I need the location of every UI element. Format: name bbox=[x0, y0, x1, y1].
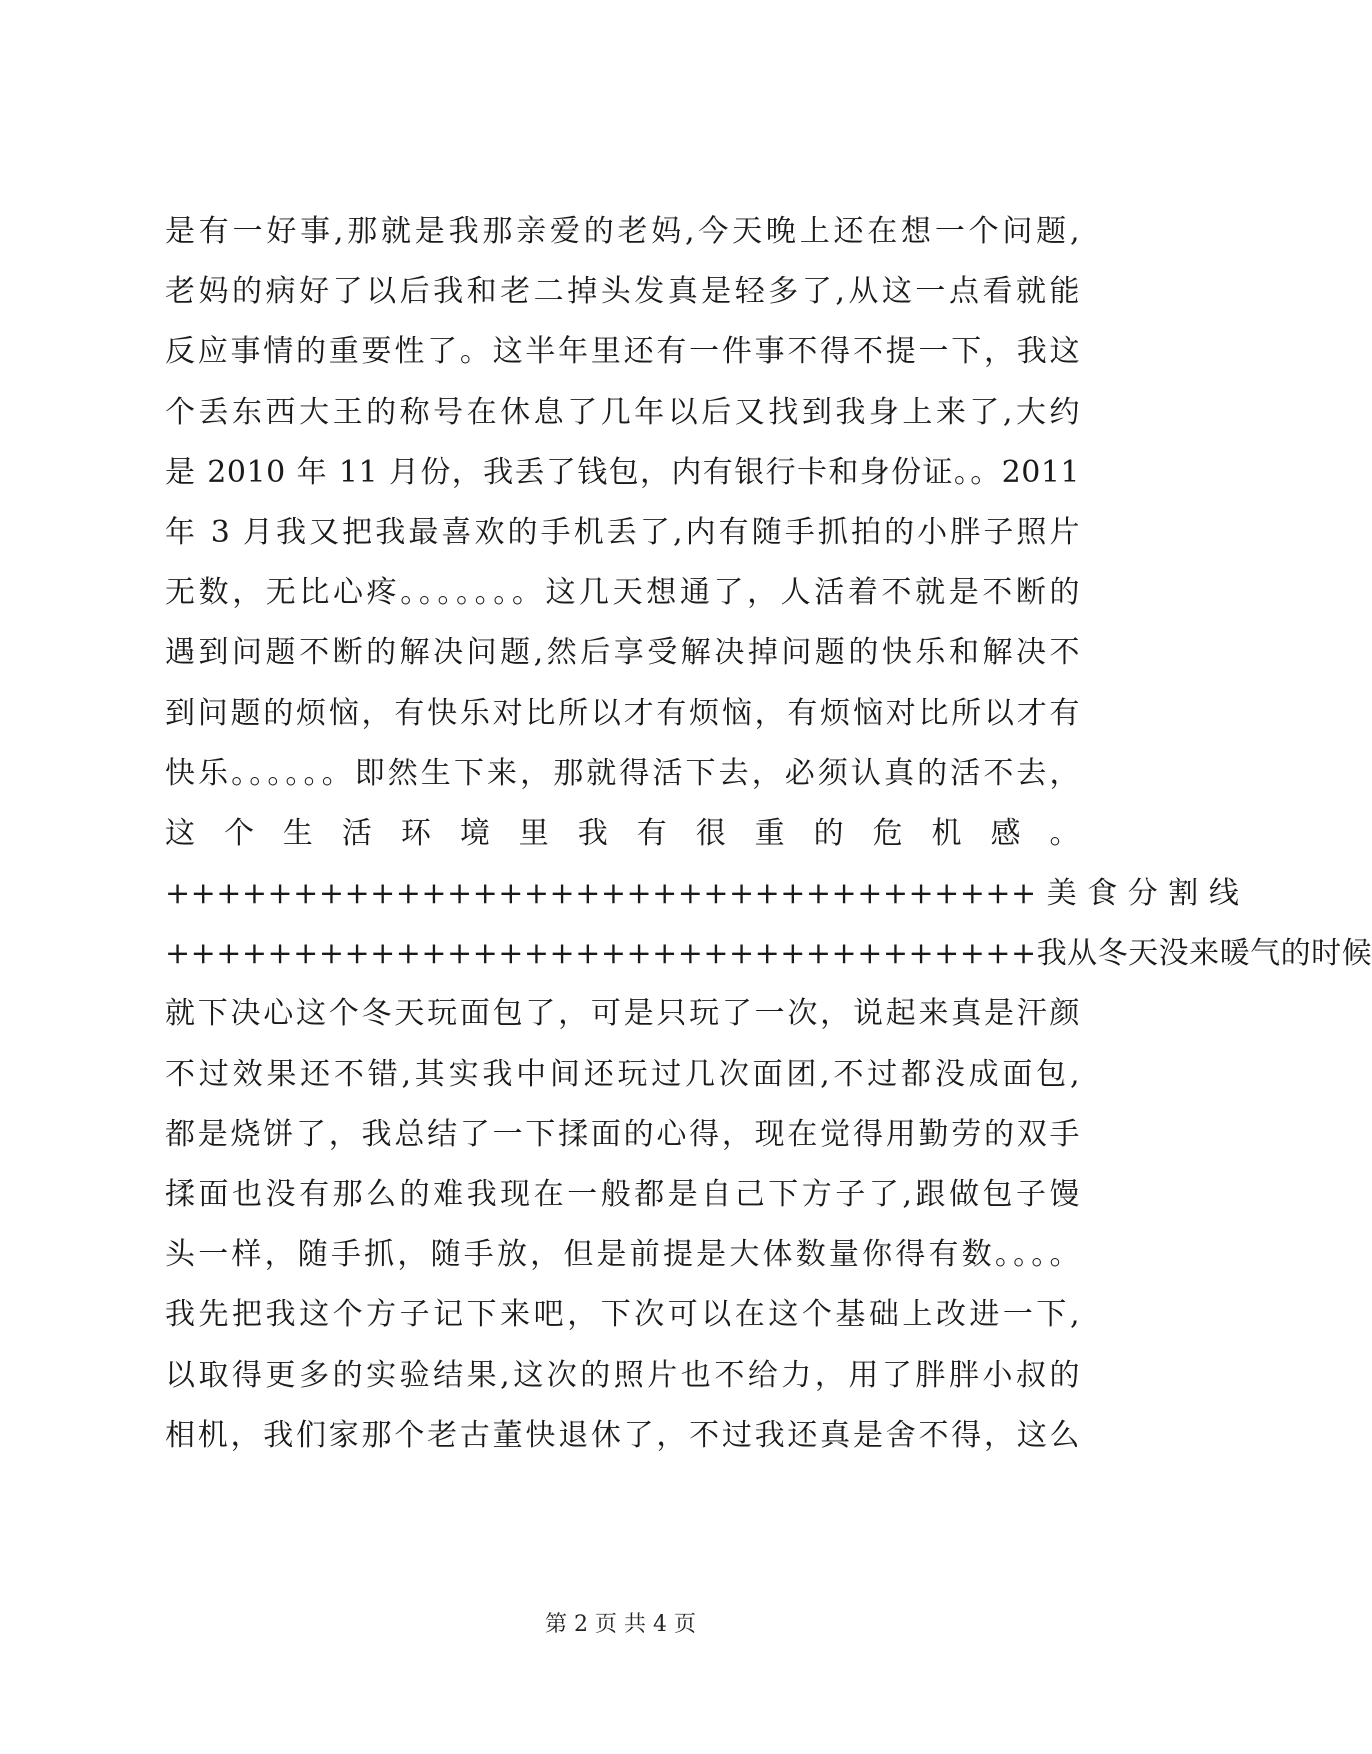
text-line: 年 3 月我又把我最喜欢的手机丢了,内有随手抓拍的小胖子照片 bbox=[165, 514, 1080, 550]
text-line: 揉面也没有那么的难我现在一般都是自己下方子了,跟做包子馒 bbox=[165, 1177, 1080, 1212]
text-line: 是有一好事,那就是我那亲爱的老妈,今天晚上还在想一个问题, bbox=[165, 214, 1080, 249]
text-line: ++++++++++++++++++++++++++++++++++我从冬天没来暖气的时候 bbox=[165, 936, 1372, 972]
body-text bbox=[165, 202, 1372, 1466]
text-line: 反应事情的重要性了。这半年里还有一件事不得不提一下，我这 bbox=[165, 334, 1080, 370]
text-line: 这 个 生 活 环 境 里 我 有 很 重 的 危 机 感 。 bbox=[165, 815, 1080, 851]
text-line: 都是烧饼了，我总结了一下揉面的心得，现在觉得用勤劳的双手 bbox=[165, 1116, 1080, 1152]
text-line: 就下决心这个冬天玩面包了，可是只玩了一次，说起来真是汗颜 bbox=[165, 996, 1080, 1032]
text-line: 老妈的病好了以后我和老二掉头发真是轻多了,从这一点看就能 bbox=[165, 274, 1080, 310]
text-line: 遇到问题不断的解决问题,然后享受解决掉问题的快乐和解决不 bbox=[165, 635, 1080, 671]
text-line: 无数，无比心疼。。。。。。。这几天想通了，人活着不就是不断的 bbox=[165, 575, 1080, 611]
text-line: 个丢东西大王的称号在休息了几年以后又找到我身上来了,大约 bbox=[165, 394, 1080, 430]
page-footer: 第 2 页 共 4 页 bbox=[545, 1612, 696, 1637]
text-line: 是 2010 年 11 月份，我丢了钱包，内有银行卡和身份证。。2011 bbox=[165, 454, 1080, 490]
text-line: 不过效果还不错,其实我中间还玩过几次面团,不过都没成面包, bbox=[165, 1056, 1080, 1092]
text-line: 我先把我这个方子记下来吧，下次可以在这个基础上改进一下, bbox=[165, 1297, 1080, 1333]
separator-line: ++++++++++++++++++++++++++++++++++ 美 食 分 割 线 bbox=[165, 876, 1240, 912]
text-line: 以取得更多的实验结果,这次的照片也不给力，用了胖胖小叔的 bbox=[165, 1357, 1080, 1393]
text-line: 快乐。。。。。。即然生下来，那就得活下去，必须认真的活不去， bbox=[165, 755, 1080, 791]
text-line: 相机，我们家那个老古董快退休了，不过我还真是舍不得，这么 bbox=[165, 1417, 1080, 1453]
text-line: 到问题的烦恼，有快乐对比所以才有烦恼，有烦恼对比所以才有 bbox=[165, 695, 1080, 731]
text-line: 头一样，随手抓，随手放，但是前提是大体数量你得有数。。。。 bbox=[165, 1237, 1080, 1273]
